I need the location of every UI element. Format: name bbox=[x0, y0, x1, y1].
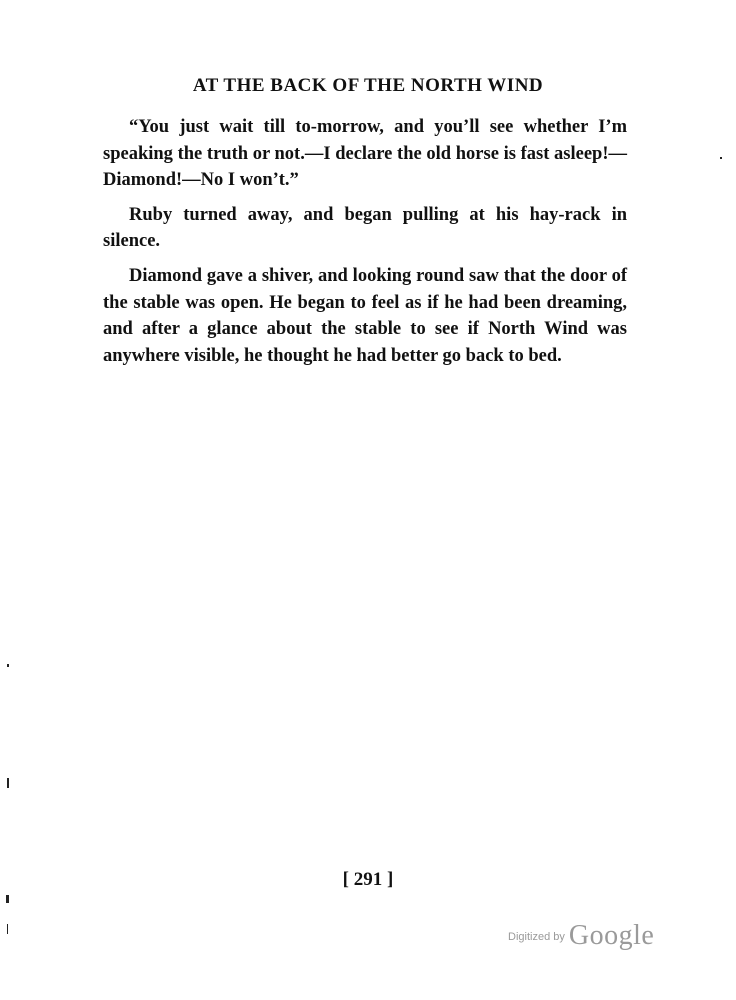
scan-mark bbox=[7, 664, 9, 667]
watermark-brand: Google bbox=[568, 920, 655, 951]
scan-mark bbox=[7, 778, 9, 788]
scan-mark bbox=[7, 924, 8, 934]
scan-mark bbox=[6, 895, 9, 903]
paragraph: Ruby turned away, and began pulling at his hay-rack in silence. bbox=[103, 204, 627, 252]
paragraph: “You just wait till to-morrow, and you’ll see whether I’m speaking the truth or not.—I declare the old horse is fast asleep!—Diamond!—No I won’t.” bbox=[103, 117, 627, 191]
paragraph: Diamond gave a shiver, and looking round saw that the door of the stable was open. He began to feel as if he had been dreaming, and after a glance about the stable to see if North Wind was anywhere visible, he thought he had better go back to bed. bbox=[103, 265, 627, 366]
scan-mark bbox=[720, 157, 722, 159]
running-head: AT THE BACK OF THE NORTH WIND bbox=[192, 75, 544, 96]
watermark-prefix: Digitized by bbox=[508, 931, 565, 943]
digitized-watermark bbox=[508, 920, 654, 952]
body-text bbox=[103, 114, 627, 377]
page-number: [ 291 ] bbox=[342, 869, 394, 890]
